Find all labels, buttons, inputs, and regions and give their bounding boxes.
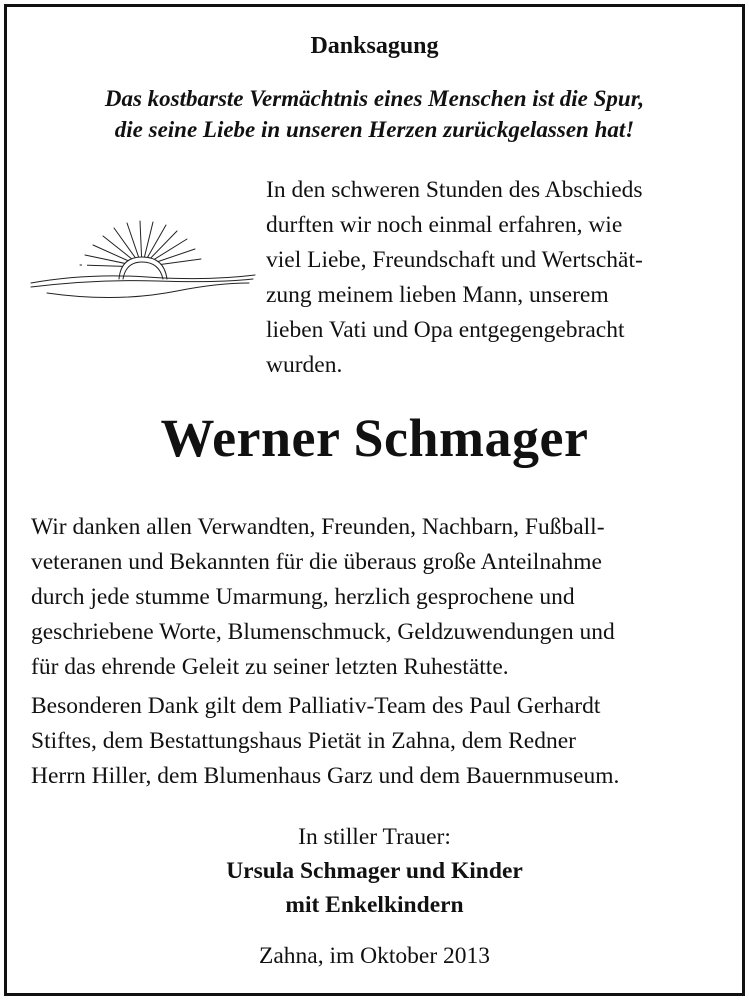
- special-thanks-paragraph: [31, 689, 741, 794]
- special-thanks-line: Besonderen Dank gilt dem Palliativ-Team des Paul Gerhardt: [31, 693, 601, 719]
- thanks-line: veteranen und Bekannten für die überaus große Anteilnahme: [31, 549, 602, 575]
- intro-line: durften wir noch einmal erfahren, wie: [266, 212, 623, 238]
- place-date: Zahna, im Oktober 2013: [258, 943, 491, 969]
- deceased-name: Werner Schmager: [160, 408, 589, 468]
- signature-block: [7, 820, 742, 922]
- motto-line: die seine Liebe in unseren Herzen zurückgelassen hat!: [114, 117, 635, 142]
- obituary-card: [4, 4, 745, 996]
- intro-line: In den schweren Stunden des Abschieds: [266, 177, 643, 203]
- signature-family: Ursula Schmager und Kinder: [226, 858, 523, 884]
- motto: [7, 83, 742, 145]
- intro-line: lieben Vati und Opa entgegengebracht: [266, 317, 625, 343]
- thanks-paragraph: [31, 510, 741, 685]
- signature-family-2: mit Enkelkindern: [285, 892, 464, 918]
- thanks-line: geschriebene Worte, Blumenschmuck, Geldzuwendungen und: [31, 619, 615, 645]
- special-thanks-line: Herrn Hiller, dem Blumenhaus Garz und dem Bauernmuseum.: [31, 763, 620, 789]
- intro-line: zung meinem lieben Mann, unserem: [266, 282, 609, 308]
- thanks-line: durch jede stumme Umarmung, herzlich gesprochene und: [31, 584, 575, 610]
- thanks-line: Wir danken allen Verwandten, Freunden, Nachbarn, Fußball-: [31, 514, 605, 540]
- sunrise-icon: [27, 217, 257, 307]
- thanks-line: für das ehrende Geleit zu seiner letzten Ruhestätte.: [31, 654, 509, 680]
- special-thanks-line: Stiftes, dem Bestattungshaus Pietät in Zahna, dem Redner: [31, 728, 576, 754]
- intro-line: viel Liebe, Freundschaft und Wertschät-: [266, 247, 643, 273]
- signature-intro: In stiller Trauer:: [298, 824, 451, 850]
- intro-text: [266, 173, 736, 383]
- heading: Danksagung: [310, 33, 439, 59]
- motto-line: Das kostbarste Vermächtnis eines Menschen ist die Spur,: [104, 86, 645, 111]
- intro-line: wurden.: [266, 352, 343, 378]
